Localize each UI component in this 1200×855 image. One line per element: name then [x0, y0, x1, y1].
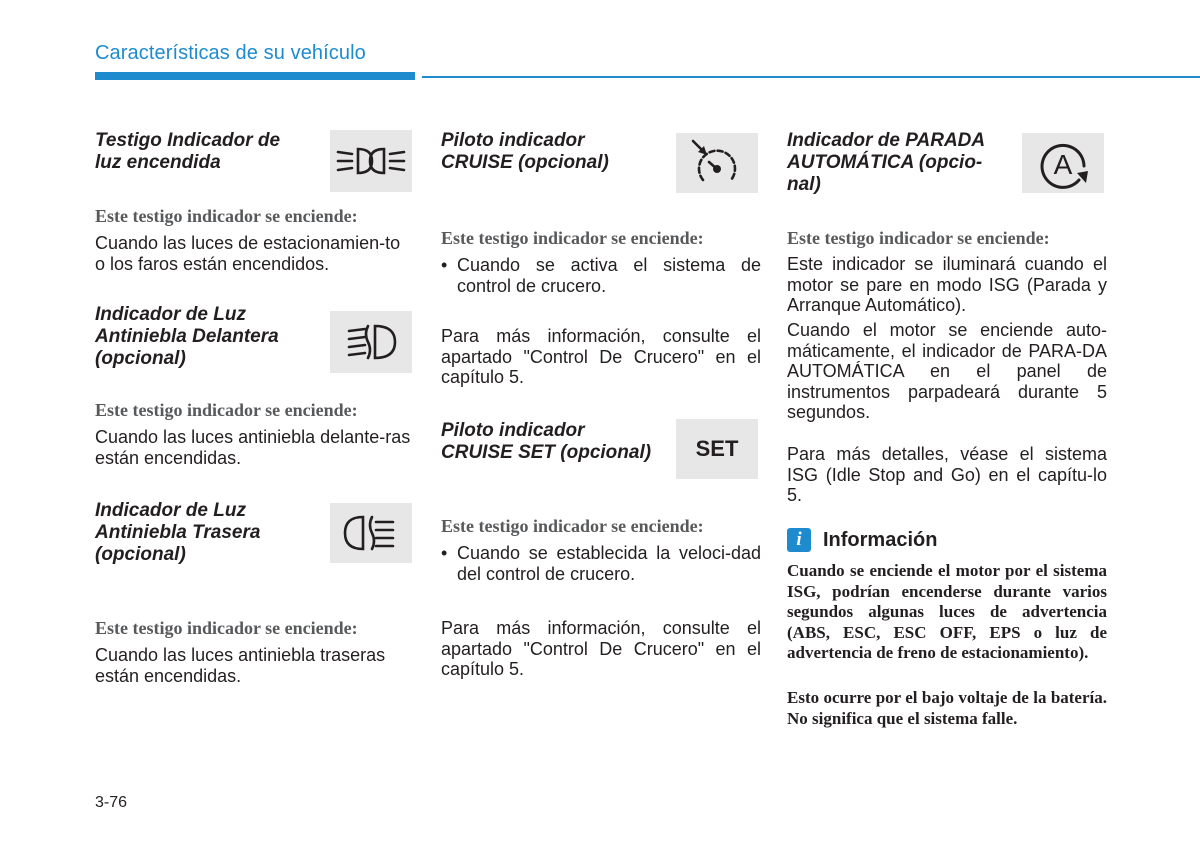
- section-title-auto-stop: Indicador de PARADA AUTOMÁTICA (opcio- nal): [787, 130, 986, 195]
- condition-label: Este testigo indicador se enciende:: [95, 618, 358, 638]
- page-number: 3-76: [95, 794, 128, 811]
- bullet-dot: •: [441, 255, 448, 275]
- auto-stop-icon: [1022, 133, 1104, 193]
- description-text: Cuando las luces antiniebla delante-ras están encendidas.: [95, 427, 411, 468]
- cruise-set-icon: [676, 419, 758, 479]
- bullet-item: [441, 255, 761, 296]
- condition-label: Este testigo indicador se enciende:: [95, 400, 358, 420]
- condition-label: Este testigo indicador se enciende:: [441, 516, 704, 536]
- header-rule: [422, 76, 1200, 78]
- more-info-text: Para más información, consulte el apartado "Control De Crucero" en el capítulo 5.: [441, 326, 761, 387]
- condition-label: Este testigo indicador se enciende:: [95, 206, 358, 226]
- more-info-text: Para más información, consulte el apartado "Control De Crucero" en el capítulo 5.: [441, 618, 761, 679]
- rear-fog-light-icon: [330, 503, 412, 563]
- cruise-speedometer-icon: [676, 133, 758, 193]
- section-title-front-fog: Indicador de Luz Antiniebla Delantera (opcional): [95, 304, 279, 369]
- condition-label: Este testigo indicador se enciende:: [441, 228, 704, 248]
- section-title-rear-fog: Indicador de Luz Antiniebla Trasera (opcional): [95, 500, 261, 565]
- info-title: Información: [823, 529, 938, 551]
- info-text: Esto ocurre por el bajo voltaje de la batería. No significa que el sistema falle.: [787, 688, 1107, 728]
- description-text: Cuando el motor se enciende auto-máticamente, el indicador de PARA-DA AUTOMÁTICA en el panel de instrumentos parpadeará durante 5 segundos.: [787, 320, 1107, 422]
- section-title-cruise-set: Piloto indicador CRUISE SET (opcional): [441, 420, 652, 463]
- description-text: Cuando las luces de estacionamien-to o los faros están encendidos.: [95, 233, 401, 274]
- info-text: Cuando se enciende el motor por el sistema ISG, podrían encenderse durante varios segundos algunas luces de advertencia (ABS, ESC, ESC OFF, EPS o luz de advertencia de freno de estacionamiento).: [787, 561, 1107, 662]
- bullet-text: Cuando se establecida la veloci-dad del control de crucero.: [457, 543, 761, 584]
- parking-lights-icon: [330, 130, 412, 192]
- bullet-dot: •: [441, 543, 448, 563]
- header-accent-bar: [95, 72, 415, 80]
- description-text: Este indicador se iluminará cuando el motor se pare en modo ISG (Parada y Arranque Automático).: [787, 254, 1107, 315]
- bullet-item: [441, 543, 761, 584]
- description-text: Para más detalles, véase el sistema ISG (Idle Stop and Go) en el capítu-lo 5.: [787, 444, 1107, 505]
- section-title-cruise: Piloto indicador CRUISE (opcional): [441, 130, 609, 173]
- section-title-light-on: Testigo Indicador de luz encendida: [95, 130, 281, 173]
- info-icon: i: [787, 528, 811, 552]
- description-text: Cuando las luces antiniebla traseras están encendidas.: [95, 645, 386, 686]
- page-header-title: Características de su vehículo: [95, 42, 366, 64]
- set-icon-text: SET: [695, 436, 739, 461]
- condition-label: Este testigo indicador se enciende:: [787, 228, 1050, 248]
- auto-stop-letter: A: [1053, 149, 1073, 180]
- front-fog-light-icon: [330, 311, 412, 373]
- bullet-text: Cuando se activa el sistema de control de crucero.: [457, 255, 761, 296]
